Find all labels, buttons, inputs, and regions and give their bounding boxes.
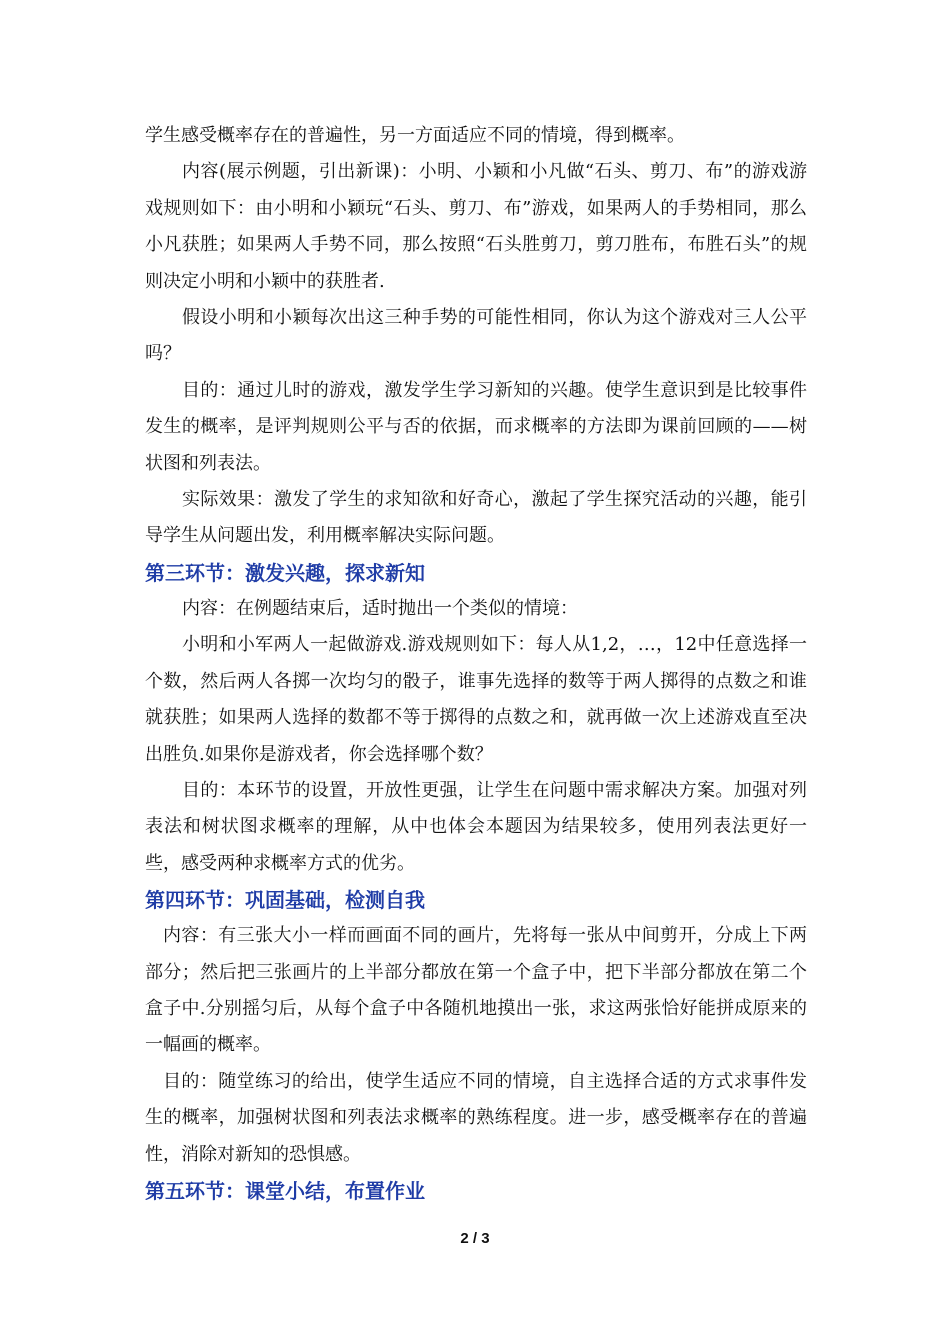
paragraph-continuation: 学生感受概率存在的普遍性，另一方面适应不同的情境，得到概率。 <box>145 125 685 146</box>
section-3-content: 内容：在例题结束后，适时抛出一个类似的情境： <box>182 597 578 619</box>
page-number: 2 / 3 <box>460 1230 490 1247</box>
paragraph-fairness-question: 假设小明和小颖每次出这三种手势的可能性相同，你认为这个游戏对三人公平吗？ <box>145 307 807 365</box>
section-5-heading: 第五环节：课堂小结，布置作业 <box>145 1178 425 1203</box>
section-4-heading: 第四环节：巩固基础，检测自我 <box>145 888 425 913</box>
section-4-purpose: 目的：随堂练习的给出，使学生适应不同的情境，自主选择合适的方式求事件发生的概率，加强树状图和列表法求概率的熟练程度。进一步，感受概率存在的普遍性，消除对新知的恐惧感。 <box>145 1070 807 1165</box>
section-4-content: 内容：有三张大小一样而画面不同的画片，先将每一张从中间剪开，分成上下两部分；然后把三张画片的上半部分都放在第一个盒子中，把下半部分都放在第二个盒子中.分别摇匀后，从每个盒子中各随机地摸出一张，求这两张恰好能拼成原来的一幅画的概率。 <box>145 925 807 1056</box>
section-3-game-rules: 小明和小军两人一起做游戏.游戏规则如下：每人从1,2，…，12中任意选择一个数，然后两人各掷一次均匀的骰子，谁事先选择的数等于两人掷得的点数之和谁就获胜；如果两人选择的数都不等于掷得的点数之和，就再做一次上述游戏直至决出胜负.如果你是游戏者，你会选择哪个数？ <box>145 634 807 765</box>
section-3-purpose: 目的：本环节的设置，开放性更强，让学生在问题中需求解决方案。加强对列表法和树状图求概率的理解，从中也体会本题因为结果较多，使用列表法更好一些，感受两种求概率方式的优劣。 <box>145 779 807 874</box>
section-3-heading: 第三环节：激发兴趣，探求新知 <box>145 560 425 585</box>
paragraph-purpose: 目的：通过儿时的游戏，激发学生学习新知的兴趣。使学生意识到是比较事件发生的概率，是评判规则公平与否的依据，而求概率的方法即为课前回顾的——树状图和列表法。 <box>145 379 807 474</box>
paragraph-effect: 实际效果：激发了学生的求知欲和好奇心，激起了学生探究活动的兴趣，能引导学生从问题出发，利用概率解决实际问题。 <box>145 489 807 547</box>
document-page <box>145 118 807 1209</box>
paragraph-example-content: 内容(展示例题，引出新课)：小明、小颖和小凡做“石头、剪刀、布”的游戏游戏规则如下：由小明和小颖玩“石头、剪刀、布”游戏，如果两人的手势相同，那么小凡获胜；如果两人手势不同，那么按照“石头胜剪刀，剪刀胜布，布胜石头”的规则决定小明和小颖中的获胜者. <box>145 161 807 292</box>
